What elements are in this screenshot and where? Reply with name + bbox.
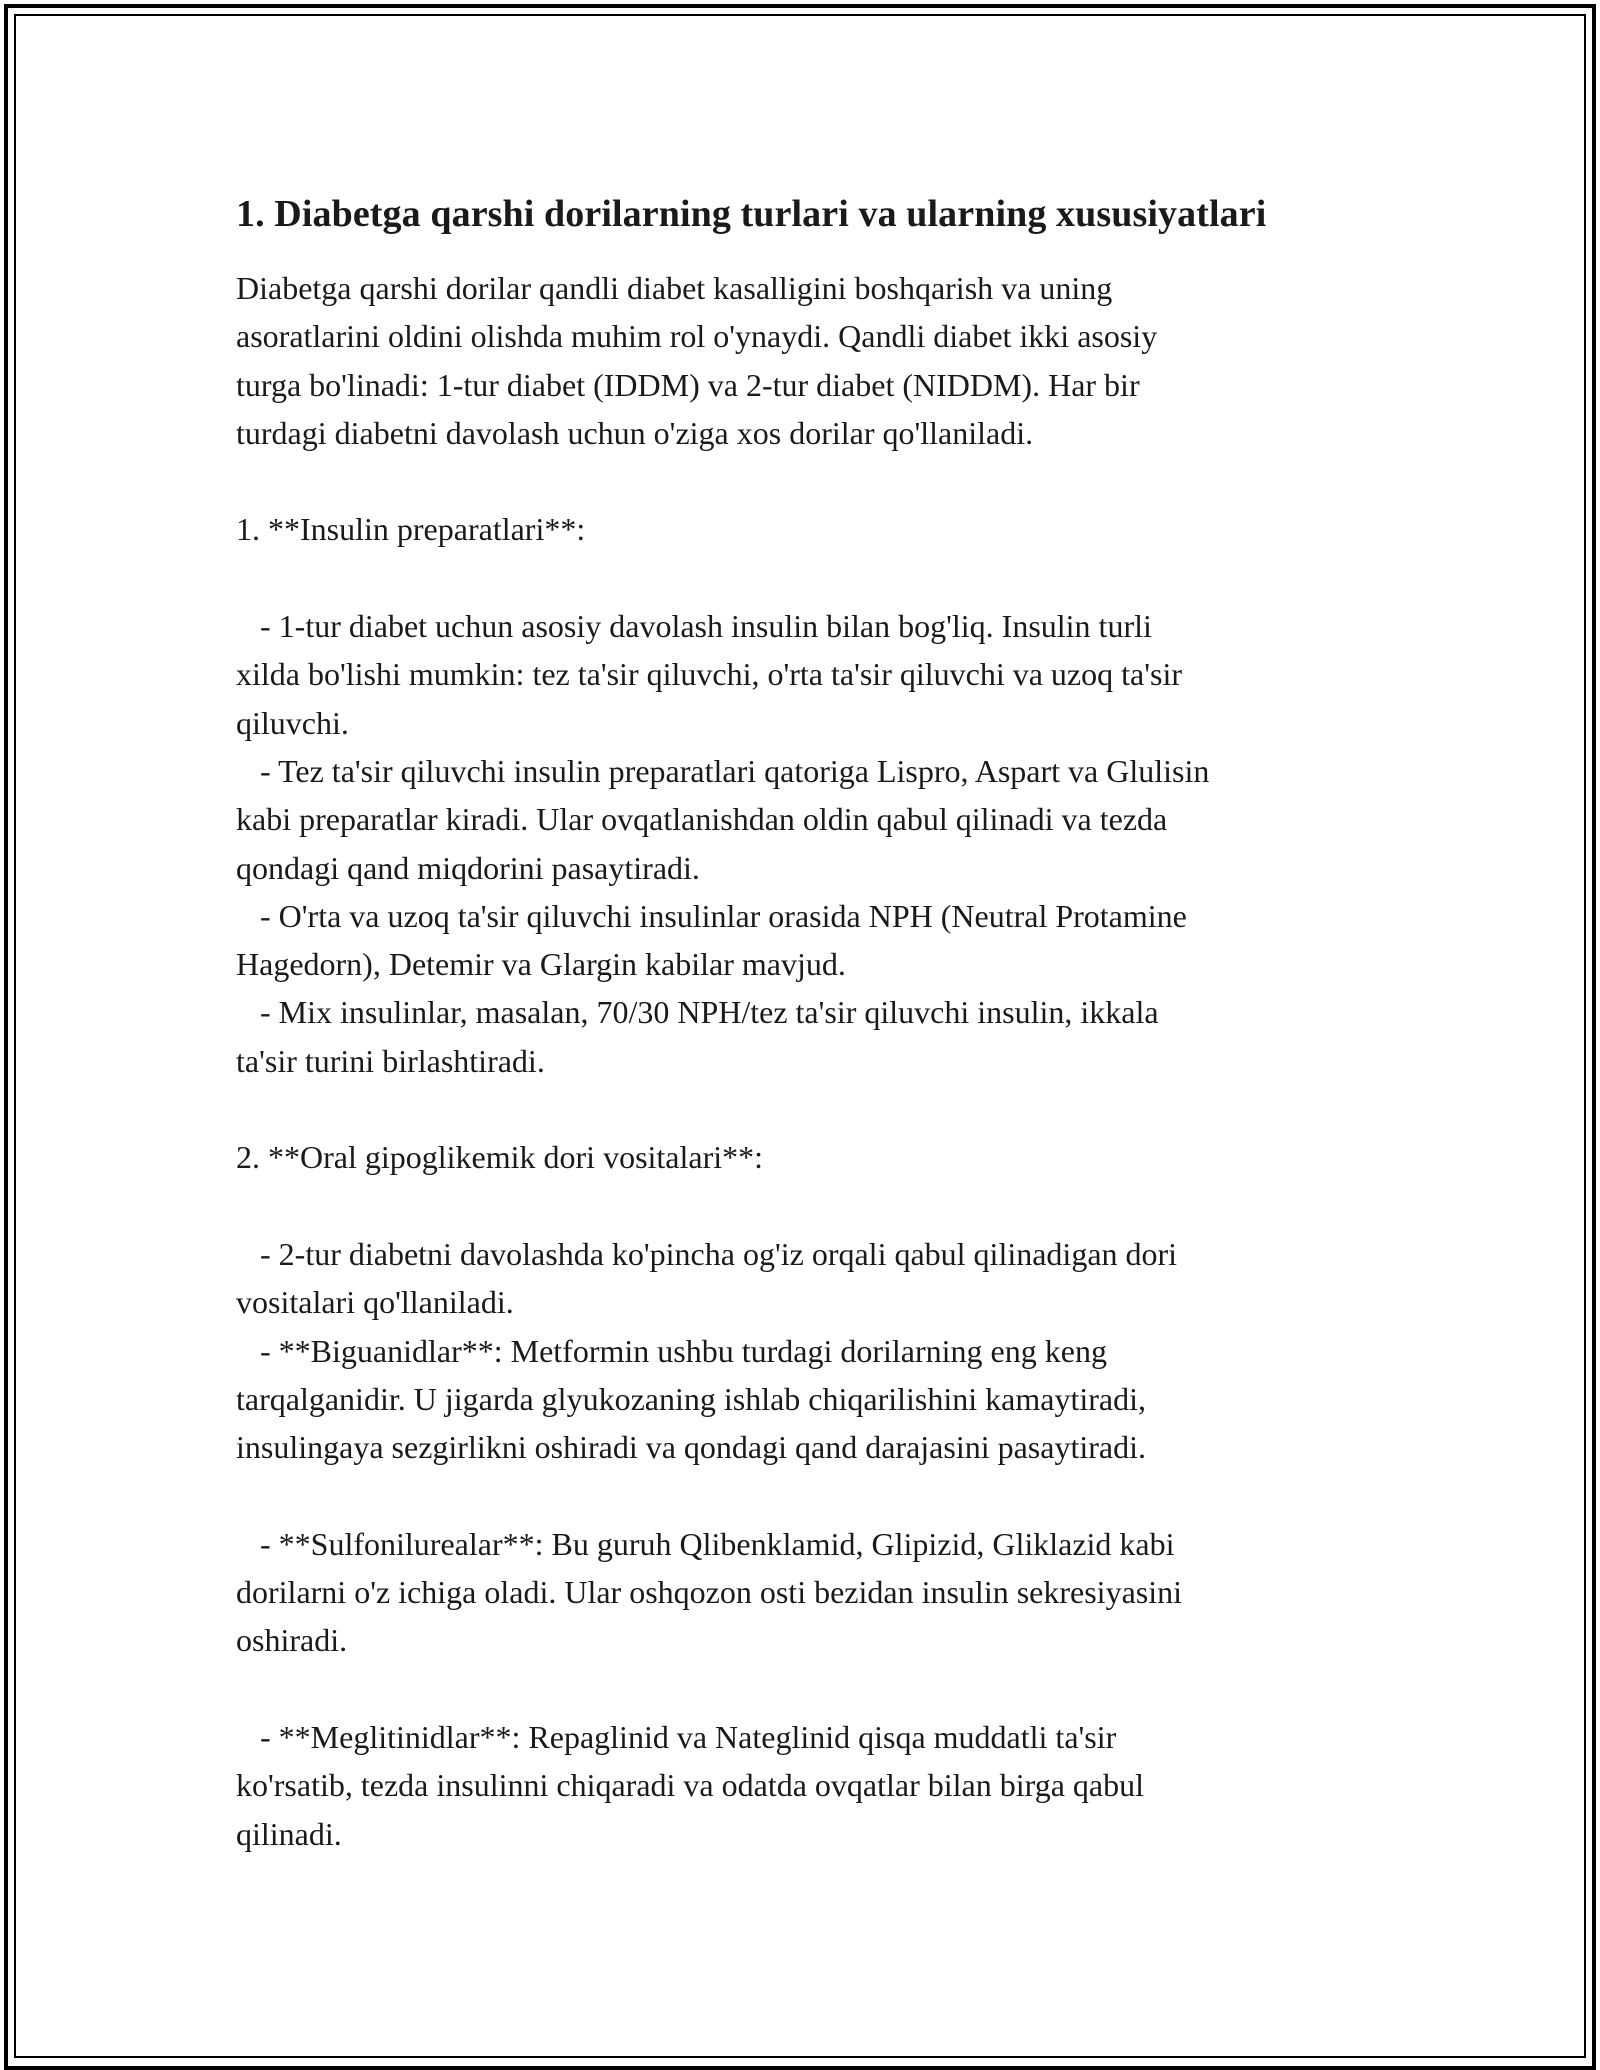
section-1-item: - 1-tur diabet uchun asosiy davolash insulin bilan bog'liq. Insulin turli xilda bo'lishi mumkin: tez ta'sir qiluvchi, o'rta ta'sir qiluvchi va uzoq ta'sir qiluvchi. [236,608,1182,741]
spacer [236,1182,1386,1230]
document-title: 1. Diabetga qarshi dorilarning turlari va ularning xususiyatlari [236,193,1267,235]
spacer [236,554,1386,602]
section-2-item: - **Sulfonilurealar**: Bu guruh Qlibenklamid, Glipizid, Gliklazid kabi dorilarni o'z ichiga oladi. Ular oshqozon osti bezidan insulin sekresiyasini oshiradi. [236,1525,1182,1659]
section-2-item: - **Meglitinidlar**: Repaglinid va Nateglinid qisqa muddatli ta'sir ko'rsatib, tezda insulinni chiqaradi va odatda ovqatlar bilan birga qabul qilinadi. [236,1718,1145,1852]
spacer [236,1665,1386,1713]
section-1-item: - O'rta va uzoq ta'sir qiluvchi insulinlar orasida NPH (Neutral Protamine Hagedorn), Detemir va Glargin kabilar mavjud. [236,897,1187,983]
section-2-item: - **Biguanidlar**: Metformin ushbu turdagi dorilarning eng keng tarqalganidir. U jigarda glyukozaning ishlab chiqarilishini kamaytiradi, insulingaya sezgirlikni oshiradi va qondagi qand darajasini pasaytiradi. [236,1332,1146,1466]
spacer [236,457,1386,505]
section-1-heading: 1. **Insulin preparatlari**: [236,511,586,548]
spacer [236,1471,1386,1519]
document-page [236,190,1386,1858]
section-2-item: - 2-tur diabetni davolashda ko'pincha og'iz orqali qabul qilinadigan dori vositalari qo'llaniladi. [236,1235,1178,1321]
spacer [236,1085,1386,1133]
section-1-item: - Mix insulinlar, masalan, 70/30 NPH/tez ta'sir qiluvchi insulin, ikkala ta'sir turini birlashtiradi. [236,994,1159,1079]
section-2-heading: 2. **Oral gipoglikemik dori vositalari**: [236,1139,764,1176]
section-1-item: - Tez ta'sir qiluvchi insulin preparatlari qatoriga Lispro, Aspart va Glulisin kabi preparatlar kiradi. Ular ovqatlanishdan oldin qabul qilinadi va tezda qondagi qand miqdorini pasaytiradi. [236,752,1210,886]
intro-paragraph: Diabetga qarshi dorilar qandli diabet kasalligini boshqarish va uning asoratlarini oldini olishda muhim rol o'ynaydi. Qandli diabet ikki asosiy turga bo'linadi: 1-tur diabet (IDDM) va 2-tur diabet (NIDDM). Har bir turdagi diabetni davolash uchun o'ziga xos dorilar qo'llaniladi. [236,270,1158,451]
